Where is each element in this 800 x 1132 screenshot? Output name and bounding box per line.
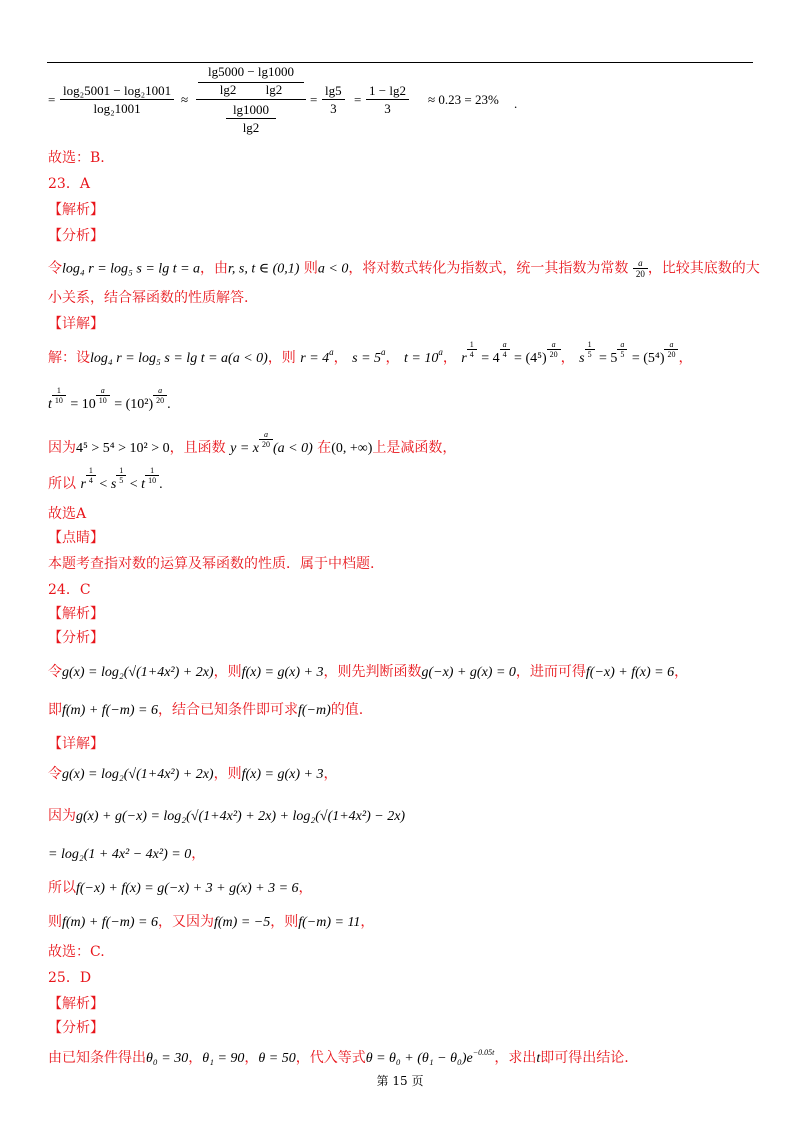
fraction-3	[322, 82, 345, 117]
approx-sign: ≈	[181, 92, 189, 107]
q24-detail-line3: = log₂(1 + 4x² − 4x²) = 0，	[48, 846, 206, 862]
frac4-numerator: 1 − lg2	[366, 82, 409, 100]
frac1-denominator: log₂1001	[93, 101, 141, 116]
lg1000-bottom: lg1000	[232, 102, 270, 117]
q23-answer: 故选A	[48, 506, 87, 522]
result-value: ≈ 0.23 = 23%	[428, 92, 499, 107]
q24-jiexi-label: 【解析】	[48, 606, 104, 622]
q23-dianjing-label: 【点睛】	[48, 530, 104, 546]
q24-detail-line2: 因为g(x) + g(−x) = log₂(√(1+4x²) + 2x) + log₂(√(1+4x²) − 2x)	[48, 808, 406, 824]
q23-detail-line1: 解：设log₄ r = log₅ s = lg t = a(a < 0)，则 $r = 4^a$， $s = 5^a$， $t = 10^a$， r $\frac{1}{4}$ = 4 $\frac{a}{4}$ = (4⁵) $\frac{a}{20}$ ， s $\frac{1}{5}$ = 5 $\frac{a}{5}$ = (5⁴) $\frac{a}{20}$ ，	[48, 339, 693, 366]
a-over-20: $\frac{a}{20}$	[633, 258, 648, 279]
header-rule	[47, 62, 753, 63]
frac1-numerator: log₂5001 − log₂1001	[60, 82, 174, 100]
q23-heading: 23．A	[48, 176, 90, 192]
equals-sign: =	[48, 92, 56, 107]
lg2-a: lg2	[219, 82, 237, 97]
lg1000: lg1000	[257, 64, 295, 79]
lg2-bottom: lg2	[242, 120, 260, 135]
q22-answer: 故选：B.	[48, 150, 105, 166]
q23-detail-line3: 因为4⁵ > 5⁴ > 10² > 0，且函数 y = x $\frac{a}{20}$ (a < 0) 在(0, +∞)上是减函数，	[48, 429, 457, 456]
q25-jiexi-label: 【解析】	[48, 996, 104, 1012]
q24-fenxi-label: 【分析】	[48, 630, 104, 646]
q25-analysis-line1: 由已知条件得出θ₀ = 30，θ₁ = 90，θ = 50，代入等式$\theta = \theta_0 + (\theta_1 - \theta_0)e^{-0.05t}$，求出t即可得出结论.	[48, 1048, 629, 1066]
lg2-b: lg2	[265, 82, 283, 97]
q24-detail-line1: 令g(x) = log₂(√(1+4x²) + 2x)，则f(x) = g(x) + 3，	[48, 766, 338, 782]
q25-heading: 25．D	[48, 970, 92, 986]
q23-jiexi-label: 【解析】	[48, 202, 104, 218]
q23-dianjing-text: 本题考查指对数的运算及幂函数的性质．属于中档题.	[48, 556, 375, 572]
lg5000: lg5000	[207, 64, 245, 79]
q24-answer: 故选：C.	[48, 944, 105, 960]
q23-fenxi-label: 【分析】	[48, 228, 104, 244]
q24-xiangjie-label: 【详解】	[48, 736, 104, 752]
q23-analysis-line2: 小关系，结合幂函数的性质解答.	[48, 290, 249, 306]
q23-xiangjie-label: 【详解】	[48, 316, 104, 332]
fraction-4	[366, 82, 409, 117]
fraction-1	[60, 82, 174, 117]
q23-detail-line2: t $\frac{1}{10}$ = 10 $\frac{a}{10}$ = (10²) $\frac{a}{20}$ .	[48, 385, 171, 412]
equals-sign-2: =	[310, 92, 318, 107]
q23-detail-line4: 所以 r $\frac{1}{4}$ < s $\frac{1}{5}$ < t $\frac{1}{10}$ .	[48, 465, 163, 492]
q24-analysis-line2: 即f(m) + f(−m) = 6，结合已知条件即可求f(−m)的值.	[48, 702, 364, 718]
q24-detail-line4: 所以f(−x) + f(x) = g(−x) + 3 + g(x) + 3 = 6，	[48, 880, 313, 896]
compound-fraction	[196, 66, 306, 138]
period: .	[514, 96, 518, 111]
q24-detail-line5: 则f(m) + f(−m) = 6，又因为f(m) = −5，则f(−m) = 11，	[48, 914, 375, 930]
q24-analysis-line1: 令g(x) = log₂(√(1+4x²) + 2x)，则f(x) = g(x) + 3，则先判断函数g(−x) + g(x) = 0，进而可得f(−x) + f(x) = 6，	[48, 664, 689, 680]
frac3-denominator: 3	[330, 101, 337, 116]
frac3-numerator: lg5	[322, 82, 345, 100]
page-number: 第 15 页	[376, 1074, 424, 1088]
frac4-denominator: 3	[384, 101, 391, 116]
minus-sign: −	[247, 64, 255, 79]
continued-formula	[48, 66, 748, 138]
equals-sign-3: =	[354, 92, 362, 107]
q24-heading: 24．C	[48, 582, 91, 598]
q23-analysis-line1: 令log₄ r = log₅ s = lg t = a，由r, s, t ∈ (0,1) 则a < 0，将对数式转化为指数式，统一其指数为常数 $\frac{a}{20}$ ，比较其底数的大	[48, 258, 760, 279]
q25-fenxi-label: 【分析】	[48, 1020, 104, 1036]
